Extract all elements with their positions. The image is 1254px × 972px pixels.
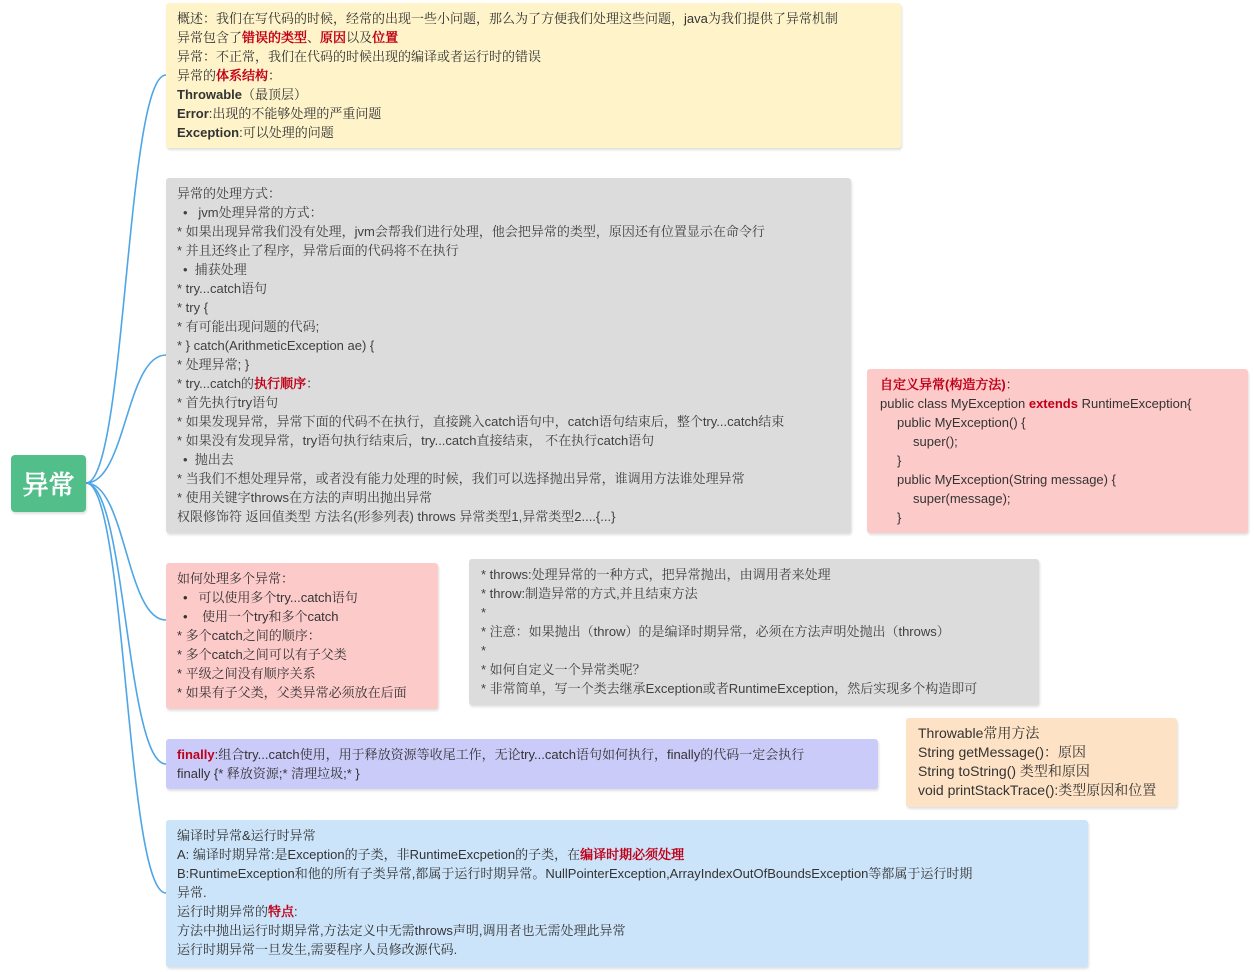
methods-line: String getMessage()：原因 (918, 744, 1087, 760)
highlight-text: 执行顺序 (254, 376, 307, 391)
text-segment: * try...catch的 (177, 376, 255, 391)
multi-bullet: • 使用一个try和多个catch (183, 609, 339, 624)
compile-line: 编译时异常&运行时异常 (177, 828, 316, 843)
multi-line: * 多个catch之间可以有子父类 (177, 647, 347, 662)
multi-line: * 多个catch之间的顺序： (177, 628, 321, 643)
throws-line: * throws:处理异常的一种方式，把异常抛出，由调用者来处理 (481, 567, 831, 582)
handling-line: * 处理异常; } (177, 357, 250, 372)
connector-finally (86, 483, 166, 764)
handling-line: 异常的处理方式： (177, 186, 282, 201)
connector-compile (86, 483, 166, 893)
custom-line (880, 375, 1237, 394)
handling-bullet: • jvm处理异常的方式： (183, 205, 323, 220)
highlight-text: 原因 (320, 30, 347, 45)
handling-line: * 当我们不想处理异常，或者没有能力处理的时候，我们可以选择抛出异常，谁调用方法谁处理异常 (177, 471, 745, 486)
root-topic-label: 异常 (22, 470, 75, 500)
multiple-exceptions-topic (166, 563, 438, 709)
connector-multi (86, 483, 166, 620)
handling-line: * 如果没有发现异常，try语句执行结束后，try...catch直接结束， 不在执行catch语句 (177, 433, 655, 448)
handling-bullet: • 捕获处理 (183, 262, 247, 277)
handling-line: * 有可能出现问题的代码; (177, 319, 320, 334)
compile-line (177, 902, 1077, 921)
highlight-text: 错误的类型 (242, 30, 308, 45)
custom-line: public MyException() { (897, 415, 1026, 430)
keyword-text: finally (177, 747, 215, 762)
text-segment: 异常包含了 (177, 30, 243, 45)
handling-line: * 如果出现异常我们没有处理，jvm会帮我们进行处理，他会把异常的类型，原因还有位置显示在命令行 (177, 224, 765, 239)
handling-line: * try { (177, 300, 209, 315)
text-segment: A: 编译时期异常:是Exception的子类，非RuntimeExcpetion的子类，在 (177, 847, 581, 862)
text-segment: :组合try...catch使用，用于释放资源等收尾工作，无论try...catch语句如何执行，finally的代码一定会执行 (214, 747, 805, 762)
finally-line: finally {* 释放资源;* 清理垃圾;* } (177, 766, 360, 781)
handling-line: * try...catch语句 (177, 281, 268, 296)
custom-line: } (897, 510, 902, 525)
keyword-text: extends (1028, 396, 1078, 411)
custom-exception-topic (867, 369, 1248, 533)
compile-runtime-topic (166, 820, 1088, 967)
overview-line (177, 28, 890, 47)
text-segment: :可以处理的问题 (239, 125, 334, 140)
throws-line: * (481, 643, 487, 658)
throws-line: * 注意：如果抛出（throw）的是编译时期异常，必须在方法声明处抛出（throws） (481, 624, 950, 639)
handling-line: * 并且还终止了程序，异常后面的代码将不在执行 (177, 243, 459, 258)
highlight-text: 特点 (268, 904, 295, 919)
throws-topic (469, 559, 1039, 705)
custom-line (880, 394, 1237, 413)
multi-line: * 如果有子父类，父类异常必须放在后面 (177, 685, 407, 700)
methods-line: Throwable常用方法 (918, 725, 1040, 741)
multi-line: * 平级之间没有顺序关系 (177, 666, 316, 681)
compile-line: 异常. (177, 885, 207, 900)
text-segment: ： (306, 376, 320, 391)
bold-term: Throwable (177, 87, 243, 102)
handling-bullet: • 抛出去 (183, 452, 234, 467)
highlight-text: 编译时期必须处理 (580, 847, 685, 862)
finally-line (177, 745, 867, 764)
overview-line (177, 123, 890, 142)
throws-line: * 如何自定义一个异常类呢？ (481, 662, 646, 677)
methods-line: void printStackTrace():类型原因和位置 (918, 782, 1157, 798)
custom-line: super(message); (913, 491, 1011, 506)
handling-line: * 如果发现异常，异常下面的代码不在执行，直接跳入catch语句中，catch语句结束后，整个try...catch结束 (177, 414, 785, 429)
highlight-text: 位置 (372, 30, 399, 45)
finally-topic (166, 739, 878, 789)
overview-line: 异常：不正常，我们在代码的时候出现的编译或者运行时的错误 (177, 49, 542, 64)
overview-topic (166, 3, 901, 148)
multi-bullet: • 可以使用多个try...catch语句 (183, 590, 358, 605)
text-segment: public class MyException (880, 396, 1029, 411)
custom-line: super(); (913, 434, 958, 449)
text-segment: :出现的不能够处理的严重问题 (208, 106, 382, 121)
root-topic (11, 455, 86, 512)
throwable-methods-topic (906, 718, 1177, 807)
compile-line: B:RuntimeException和他的所有子类异常,都属于运行时期异常。NullPointerException,ArrayIndexOutOfBoundsException等都属于运行时期 (177, 866, 973, 881)
throws-line: * (481, 605, 487, 620)
bold-term: Error (177, 106, 209, 121)
text-segment: : (294, 904, 298, 919)
overview-line (177, 85, 890, 104)
handling-line: * 首先执行try语句 (177, 395, 279, 410)
custom-line: } (897, 453, 902, 468)
throws-line: * 非常简单，写一个类去继承Exception或者RuntimeException，然后实现多个构造即可 (481, 681, 978, 696)
overview-line (177, 104, 890, 123)
bold-term: Exception (177, 125, 240, 140)
text-segment: 以及 (346, 30, 373, 45)
connector-overview (86, 75, 166, 483)
text-segment: 异常的 (177, 68, 217, 83)
handling-line: * } catch(ArithmeticException ae) { (177, 338, 375, 353)
handling-line: 权限修饰符 返回值类型 方法名(形参列表) throws 异常类型1,异常类型2....{...} (177, 509, 616, 524)
highlight-text: 自定义异常(构造方法) (880, 377, 1006, 392)
overview-line (177, 66, 890, 85)
text-segment: （最顶层） (242, 87, 308, 102)
text-segment: 运行时期异常的 (177, 904, 269, 919)
connector-handling (86, 355, 166, 483)
text-segment: 、 (307, 30, 321, 45)
handling-topic (166, 178, 851, 533)
handling-line: * 使用关键字throws在方法的声明出抛出异常 (177, 490, 432, 505)
highlight-text: 体系结构 (216, 68, 269, 83)
handling-line (177, 374, 840, 393)
custom-line: public MyException(String message) { (897, 472, 1116, 487)
overview-line: 概述：我们在写代码的时候，经常的出现一些小问题，那么为了方便我们处理这些问题，java为我们提供了异常机制 (177, 11, 838, 26)
text-segment: ： (1005, 377, 1019, 392)
throws-line: * throw:制造异常的方式,并且结束方法 (481, 586, 698, 601)
text-segment: RuntimeException{ (1077, 396, 1192, 411)
compile-line: 运行时期异常一旦发生,需要程序人员修改源代码. (177, 942, 458, 957)
text-segment: ： (268, 68, 282, 83)
compile-line (177, 845, 1077, 864)
multi-line: 如何处理多个异常： (177, 571, 295, 586)
compile-line: 方法中抛出运行时期异常,方法定义中无需throws声明,调用者也无需处理此异常 (177, 923, 626, 938)
methods-line: String toString() 类型和原因 (918, 763, 1090, 779)
